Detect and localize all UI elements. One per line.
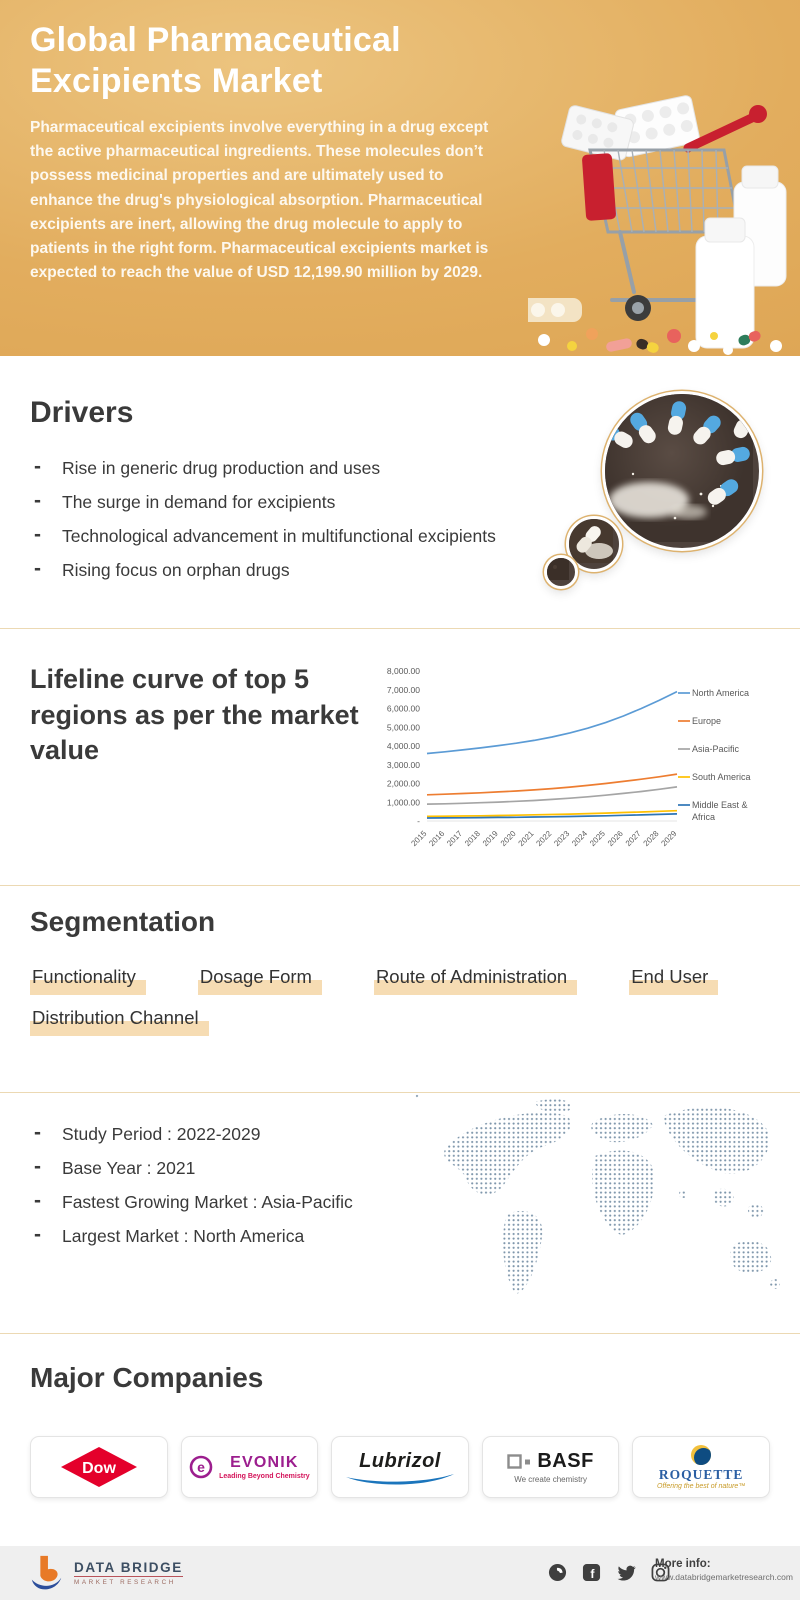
fact-item [34,1158,353,1179]
capsules-photo-circle [602,391,762,551]
driver-item-text: Technological advancement in multifunctional excipients [62,526,496,546]
company-card-evonik [181,1436,319,1498]
svg-text:2018: 2018 [463,829,482,848]
fact-item [34,1124,353,1145]
fact-item-text: Base Year : 2021 [62,1158,196,1178]
roquette-wordmark: ROQUETTE [658,1466,744,1482]
company-card-roquette [632,1436,770,1498]
series-line-asia-pacific [427,787,677,804]
shopping-cart-icon [528,50,800,356]
segment-chip-distribution-channel: Distribution Channel [30,1005,209,1036]
driver-item [34,458,496,479]
svg-text:8,000.00: 8,000.00 [386,666,420,676]
svg-text:2020: 2020 [498,829,518,848]
dow-wordmark: Dow [81,1460,116,1477]
section-divider [0,1092,800,1093]
svg-text:3,000.00: 3,000.00 [386,759,420,770]
svg-text:South America: South America [692,772,751,782]
drivers-heading: Drivers [30,396,134,429]
key-facts-list [34,1124,353,1260]
segmentation-heading: Segmentation [30,906,216,937]
svg-text:2028: 2028 [641,829,661,848]
svg-text:-: - [417,816,420,826]
svg-text:2016: 2016 [427,829,447,848]
basf-wordmark: BASF [537,1450,594,1472]
company-card-lubrizol [331,1436,469,1498]
twitter-icon[interactable] [616,1564,636,1581]
svg-text:f: f [590,1567,595,1582]
basf-squares-icon [507,1454,531,1470]
segment-chip-dosage-form: Dosage Form [198,964,322,995]
svg-text:6,000.00: 6,000.00 [386,703,420,714]
fact-item-text: Fastest Growing Market : Asia-Pacific [62,1192,353,1212]
svg-text:Asia-Pacific: Asia-Pacific [692,744,740,754]
brand-subtitle: MARKET RESEARCH [74,1579,176,1586]
evonik-e-icon [189,1455,213,1479]
section-divider [0,1333,800,1334]
powder-photo [547,558,569,580]
segmentation-row-2 [30,1005,209,1036]
lubrizol-swoosh [344,1473,456,1485]
driver-item-text: The surge in demand for excipients [62,492,336,512]
evonik-tagline: Leading Beyond Chemistry [219,1473,310,1480]
svg-text:4,000.00: 4,000.00 [386,741,420,751]
svg-text:2021: 2021 [516,829,536,848]
powder-photo-circle [544,555,578,589]
company-card-dow [30,1436,168,1498]
svg-text:e: e [197,1459,205,1475]
social-icons [548,1563,670,1582]
banner-description: Pharmaceutical excipients involve everything in a drug except the active pharmaceutical ingredients. These molecules don’t possess medicinal properties and are ultimately used to enhance the drug's physiological absorption. Pharmaceutical excipients are inert, allowing the drug molecule to apply to patients in the right form. Pharmaceutical excipients market is expected to reach the value of USD 12,199.90 million by 2029. [30,119,489,282]
driver-item-text: Rise in generic drug production and uses [62,458,381,478]
roquette-circle-icon [691,1445,711,1465]
more-info-label: More info: [655,1558,711,1570]
capsule-photo [569,519,613,563]
y-axis-ticks [387,666,420,826]
series-lines [427,692,677,818]
svg-text:North America: North America [692,688,750,698]
driver-item-text: Rising focus on orphan drugs [62,560,290,580]
website-url[interactable]: www.databridgemarketresearch.com [655,1572,793,1582]
shopping-cart-pills-illustration [528,50,800,356]
chart-legend [678,688,751,822]
companies-heading: Major Companies [30,1362,264,1393]
fact-item-text: Largest Market : North America [62,1226,305,1246]
lifeline-heading: Lifeline curve of top 5 regions as per the market value [30,664,359,766]
fact-item-text: Study Period : 2022-2029 [62,1124,261,1144]
dow-logo [57,1445,141,1489]
driver-item [34,492,496,513]
driver-item [34,526,496,547]
segment-chip-route-of-administration: Route of Administration [374,964,577,995]
svg-text:Africa: Africa [692,812,716,822]
footer [0,1546,800,1600]
company-logos-row [30,1436,770,1498]
segment-chip-end-user: End User [629,964,718,995]
svg-text:7,000.00: 7,000.00 [386,684,420,695]
svg-text:2023: 2023 [552,829,572,848]
segment-chip-functionality: Functionality [30,964,146,995]
svg-text:2024: 2024 [570,829,590,848]
lifeline-chart [365,638,795,868]
databridge-logo-icon [28,1554,66,1592]
lubrizol-wordmark: Lubrizol [359,1449,441,1472]
svg-text:2022: 2022 [534,829,554,848]
driver-item [34,560,496,581]
whatsapp-icon[interactable] [548,1563,567,1582]
capsules-photo [605,394,753,542]
section-divider [0,885,800,886]
banner [0,0,800,356]
svg-text:2,000.00: 2,000.00 [386,778,420,789]
facebook-icon[interactable] [582,1563,601,1582]
svg-text:5,000.00: 5,000.00 [386,722,420,733]
evonik-wordmark: EVONIK [230,1454,299,1471]
svg-text:Middle East &: Middle East & [692,800,748,810]
svg-text:2025: 2025 [588,829,607,848]
svg-text:2017: 2017 [445,829,465,848]
brand-name: DATA BRIDGE [74,1560,183,1575]
svg-text:1,000.00: 1,000.00 [386,797,420,808]
dotted-world-map [415,1094,797,1310]
svg-text:2027: 2027 [623,829,643,848]
section-divider [0,628,800,629]
svg-text:Europe: Europe [692,716,722,726]
segmentation-row-1 [30,964,718,995]
series-line-north-america [427,692,677,754]
svg-text:2026: 2026 [605,829,625,848]
databridge-brand [28,1554,183,1592]
x-axis-ticks [409,829,678,848]
drivers-list [34,458,496,594]
svg-text:2029: 2029 [659,829,679,848]
page-title: Global Pharmaceutical Excipients Market [30,21,401,101]
svg-text:2019: 2019 [480,829,500,848]
roquette-tagline: Offering the best of nature™ [657,1482,746,1490]
company-card-basf [482,1436,620,1498]
svg-text:2015: 2015 [409,829,429,848]
fact-item [34,1226,353,1247]
more-info-block [655,1558,793,1582]
basf-tagline: We create chemistry [514,1475,587,1484]
fact-item [34,1192,353,1213]
